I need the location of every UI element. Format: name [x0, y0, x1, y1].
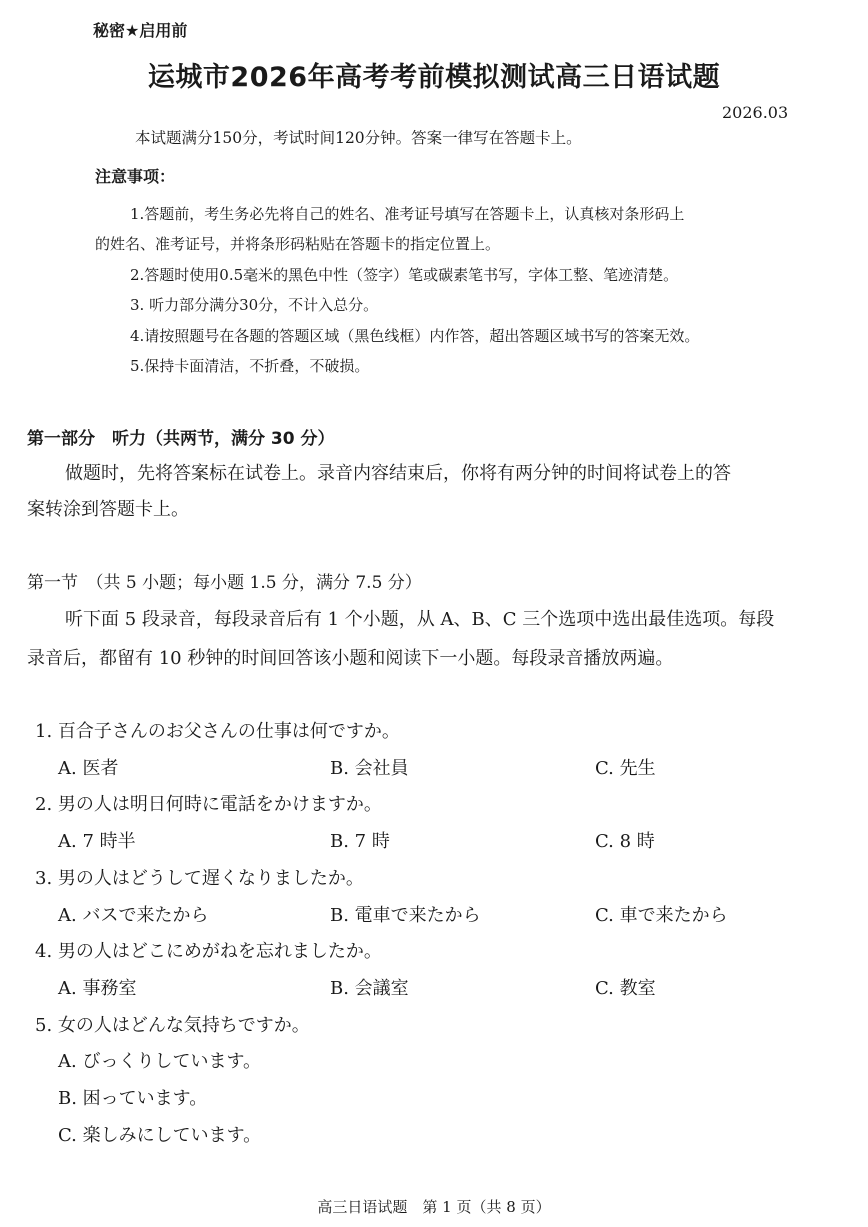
option-b: B. 困っています。 — [58, 1088, 208, 1109]
question-stem: 5. 女の人はどんな気持ちですか。 — [35, 1015, 310, 1036]
option-c: C. 楽しみにしています。 — [58, 1125, 262, 1146]
option-b: B. 会議室 — [330, 978, 409, 999]
option-a: A. びっくりしています。 — [58, 1051, 262, 1072]
notice-line: 1.答题前，考生务必先将自己的姓名、准考证号填写在答题卡上，认真核对条形码上 — [130, 205, 685, 223]
option-c: C. 車で来たから — [595, 905, 728, 926]
notice-line: 3. 听力部分满分30分，不计入总分。 — [130, 296, 379, 314]
notice-heading: 注意事项： — [95, 167, 176, 186]
exam-title: 运城市2026年高考考前模拟测试高三日语试题 — [147, 62, 721, 93]
part-heading: 第一部分 听力（共两节，满分 30 分） — [27, 429, 335, 449]
option-c: C. 8 時 — [595, 831, 655, 852]
notice-line: 的姓名、准考证号，并将条形码粘贴在答题卡的指定位置上。 — [95, 235, 501, 253]
notice-line: 2.答题时使用0.5毫米的黑色中性（签字）笔或碳素笔书写，字体工整、笔迹清楚。 — [130, 266, 679, 284]
exam-intro: 本试题满分150分，考试时间120分钟。答案一律写在答题卡上。 — [135, 129, 582, 147]
notice-line: 4.请按照题号在各题的答题区域（黑色线框）内作答，超出答题区域书写的答案无效。 — [130, 327, 700, 345]
page-footer: 高三日语试题 第 1 页（共 8 页） — [317, 1198, 551, 1216]
option-a: A. バスで来たから — [58, 905, 209, 926]
option-b: B. 電車で来たから — [330, 905, 481, 926]
option-b: B. 会社員 — [330, 758, 409, 779]
exam-date: 2026.03 — [722, 103, 789, 122]
section-instruction: 录音后，都留有 10 秒钟的时间回答该小题和阅读下一小题。每段录音播放两遍。 — [27, 648, 674, 669]
part-instruction: 做题时，先将答案标在试卷上。录音内容结束后，你将有两分钟的时间将试卷上的答 — [65, 463, 731, 484]
question-stem: 2. 男の人は明日何時に電話をかけますか。 — [35, 794, 382, 815]
section-instruction: 听下面 5 段录音，每段录音后有 1 个小题，从 A、B、C 三个选项中选出最佳选项。每段 — [65, 609, 775, 630]
option-a: A. 事務室 — [58, 978, 137, 999]
confidential-mark: 秘密★启用前 — [93, 21, 188, 40]
question-stem: 3. 男の人はどうして遅くなりましたか。 — [35, 868, 364, 889]
option-a: A. 7 時半 — [58, 831, 136, 852]
option-c: C. 教室 — [595, 978, 656, 999]
section-heading: 第一节 （共 5 小题；每小题 1.5 分，满分 7.5 分） — [27, 573, 422, 593]
option-b: B. 7 時 — [330, 831, 390, 852]
part-instruction: 案转涂到答题卡上。 — [27, 499, 189, 520]
option-a: A. 医者 — [58, 758, 119, 779]
question-stem: 1. 百合子さんのお父さんの仕事は何ですか。 — [35, 721, 400, 742]
option-c: C. 先生 — [595, 758, 656, 779]
question-stem: 4. 男の人はどこにめがねを忘れましたか。 — [35, 941, 382, 962]
notice-line: 5.保持卡面清洁，不折叠，不破损。 — [130, 357, 370, 375]
